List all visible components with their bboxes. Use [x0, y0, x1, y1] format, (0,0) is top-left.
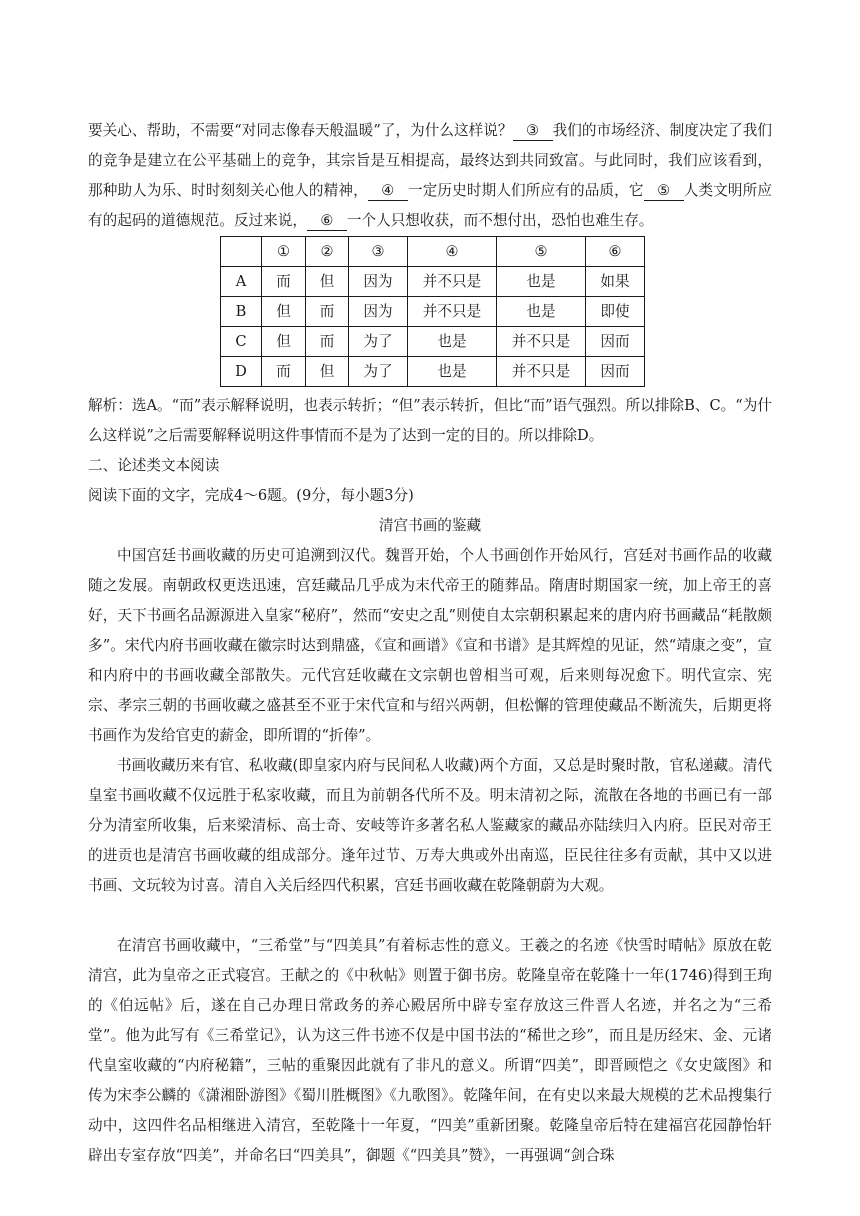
table-cell: 而: [306, 327, 349, 357]
options-table: [220, 236, 645, 387]
table-cell: 因为: [349, 267, 408, 297]
table-header-row: [221, 237, 645, 267]
article-paragraph: 中国宫廷书画收藏的历史可追溯到汉代。魏晋开始，个人书画创作开始风行，宫廷对书画作品的收藏随之发展。南朝政权更迭迅速，宫廷藏品几乎成为末代帝王的随葬品。隋唐时期国家一统，加上帝王的喜好，天下书画名品源源进入皇家“秘府”，然而“安史之乱”则使自太宗朝积累起来的唐内府书画藏品“耗散颇多”。宋代内府书画收藏在徽宗时达到鼎盛，《宣和画谱》《宣和书谱》是其辉煌的见证，然“靖康之变”，宣和内府中的书画收藏全部散失。元代宫廷收藏在文宗朝也曾相当可观，后来则每况愈下。明代宣宗、宪宗、孝宗三朝的书画收藏之盛甚至不亚于宋代宣和与绍兴两朝，但松懈的管理使藏品不断流失，后期更将书画作为发给官吏的薪金，即所谓的“折俸”。: [88, 547, 772, 744]
table-header-cell: ④: [408, 237, 497, 267]
passage-text: 要关心、帮助，不需要“对同志像春天般温暖”了，为什么这样说？: [88, 122, 513, 139]
blank-6: ⑥: [307, 212, 347, 231]
table-cell: 并不只是: [408, 267, 497, 297]
table-cell: 并不只是: [408, 297, 497, 327]
table-header-cell: ⑥: [586, 237, 645, 267]
table-cell: 为了: [349, 327, 408, 357]
table-cell: 因为: [349, 297, 408, 327]
table-cell: A: [221, 267, 262, 297]
table-row: [221, 267, 645, 297]
table-cell: D: [221, 357, 262, 387]
table-header-cell: [221, 237, 262, 267]
table-cell: 因而: [586, 357, 645, 387]
table-cell: 为了: [349, 357, 408, 387]
table-header-cell: ①: [262, 237, 306, 267]
passage-text: 一定历史时期人们所应有的品质，它: [407, 182, 644, 199]
blank-4: ④: [368, 182, 408, 201]
table-cell: 但: [306, 267, 349, 297]
table-cell: 也是: [497, 267, 586, 297]
table-cell: 并不只是: [497, 327, 586, 357]
table-cell: 而: [262, 357, 306, 387]
table-row: [221, 297, 645, 327]
analysis-text: 解析：选A。“而”表示解释说明，也表示转折；“但”表示转折，但比“而”语气强烈。所以排除B、C。“为什么这样说”之后需要解释说明这件事情而不是为了达到一定的目的。所以排除D。: [88, 397, 772, 444]
table-cell: 也是: [408, 327, 497, 357]
instruction-text: 阅读下面的文字，完成4～6题。(9分，每小题3分): [88, 487, 414, 504]
table-header-cell: ⑤: [497, 237, 586, 267]
table-cell: 但: [262, 327, 306, 357]
table-cell: 而: [262, 267, 306, 297]
table-cell: 即使: [586, 297, 645, 327]
table-cell: 如果: [586, 267, 645, 297]
table-row: [221, 357, 645, 387]
blank-3: ③: [513, 122, 553, 141]
q3-passage: [88, 116, 772, 236]
article-title: 清宫书画的鉴藏: [378, 517, 482, 534]
passage-text: 一个人只想收获，而不想付出，恐怕也难生存。: [346, 212, 654, 229]
table-cell: C: [221, 327, 262, 357]
section-heading: 二、论述类文本阅读: [88, 457, 220, 474]
table-row: [221, 327, 645, 357]
table-cell: 也是: [408, 357, 497, 387]
table-cell: 也是: [497, 297, 586, 327]
blank-5: ⑤: [644, 182, 684, 201]
table-cell: 因而: [586, 327, 645, 357]
passage-text: 我们的市场经济、制度决定了我们的竞争是建立在公平基础上的竞争，其宗旨是互相提高，最终达到共同致富。与此同时，我们应该看到，那种助人为乐、时时刻刻关心他人的精神，: [88, 122, 772, 199]
passage-text: 人类文明所应有的起码的道德规范。反过来说，: [88, 182, 772, 229]
table-header-cell: ③: [349, 237, 408, 267]
table-cell: 但: [262, 297, 306, 327]
table-cell: B: [221, 297, 262, 327]
article-paragraph: 在清宫书画收藏中，“三希堂”与“四美具”有着标志性的意义。王羲之的名迹《快雪时晴帖》原放在乾清宫，此为皇帝之正式寝宫。王献之的《中秋帖》则置于御书房。乾隆皇帝在乾隆十一年(1746)得到王珣的《伯远帖》后，遂在自己办理日常政务的养心殿居所中辟专室存放这三件晋人名迹，并名之为“三希堂”。他为此写有《三希堂记》，认为这三件书迹不仅是中国书法的“稀世之珍”，而且是历经宋、金、元诸代皇室收藏的“内府秘籍”，三帖的重聚因此就有了非凡的意义。所谓“四美”，即晋顾恺之《女史箴图》和传为宋李公麟的《潇湘卧游图》《蜀川胜概图》《九歌图》。乾隆年间，在有史以来最大规模的艺术品搜集行动中，这四件名品相继进入清宫，至乾隆十一年夏，“四美”重新团聚。乾隆皇帝后特在建福宫花园静怡轩辟出专室存放“四美”，并命名曰“四美具”，御题《“四美具”赞》，一再强调“剑合珠: [88, 937, 772, 1164]
table-cell: 而: [306, 297, 349, 327]
table-cell: 并不只是: [497, 357, 586, 387]
article-paragraph: 书画收藏历来有官、私收藏(即皇家内府与民间私人收藏)两个方面，又总是时聚时散，官私递藏。清代皇室书画收藏不仅远胜于私家收藏，而且为前朝各代所不及。明末清初之际，流散在各地的书画已有一部分为清室所收集，后来梁清标、高士奇、安岐等许多著名私人鉴藏家的藏品亦陆续归入内府。臣民对帝王的进贡也是清宫书画收藏的组成部分。逢年过节、万寿大典或外出南巡，臣民往往多有贡献，其中又以进书画、文玩较为讨喜。清自入关后经四代积累，宫廷书画收藏在乾隆朝蔚为大观。: [88, 757, 772, 894]
table-header-cell: ②: [306, 237, 349, 267]
table-cell: 但: [306, 357, 349, 387]
